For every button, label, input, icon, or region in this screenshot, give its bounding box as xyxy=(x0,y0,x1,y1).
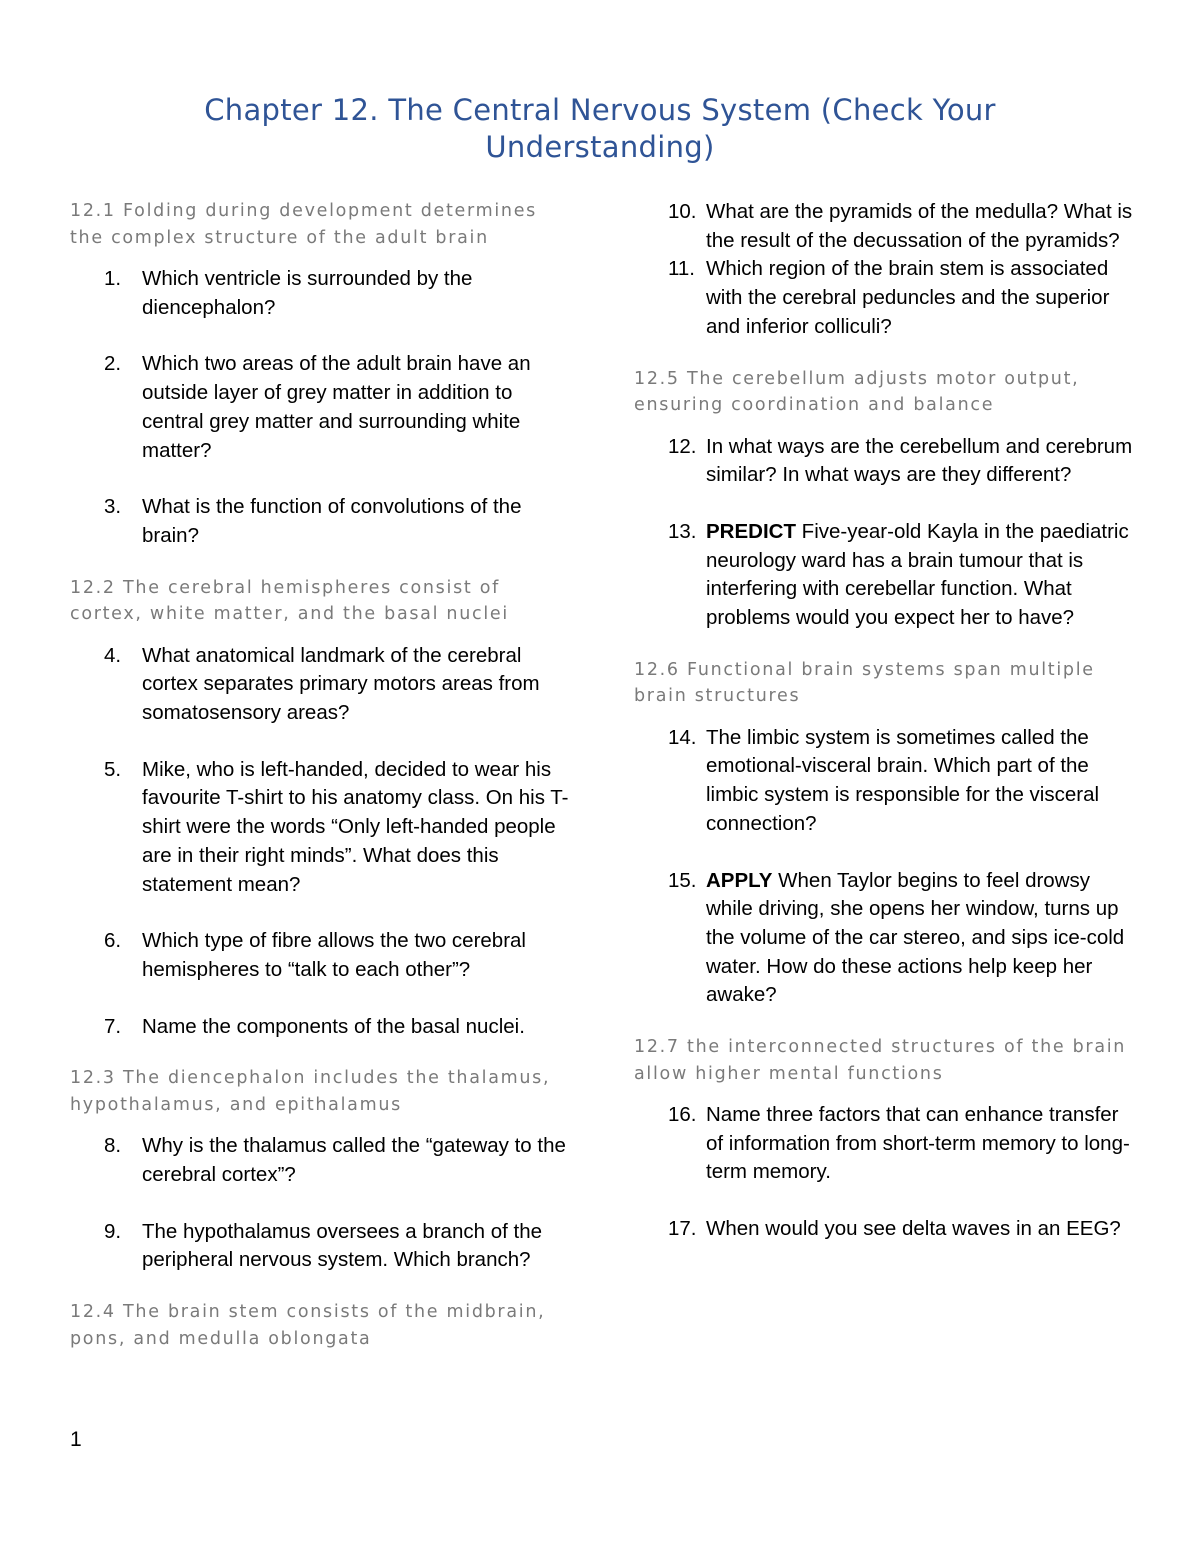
page-number: 1 xyxy=(70,1428,82,1451)
section-heading-12-6: 12.6 Functional brain systems span multiple brain structures xyxy=(634,659,1095,707)
question-5: 5. Mike, who is left-handed, decided to wear his favourite T-shirt to his anatomy class. On his T-shirt were the words “Only left-handed people are in their right minds”. What does this statement mean? xyxy=(104,757,569,896)
question-10: 10. What are the pyramids of the medulla? What is the result of the decussation of the pyramids? xyxy=(668,200,1133,252)
section-heading-12-5: 12.5 The cerebellum adjusts motor output, ensuring coordination and balance xyxy=(634,368,1080,416)
question-12: 12. In what ways are the cerebellum and cerebrum similar? In what ways are they different? xyxy=(668,434,1133,487)
question-17: 17. When would you see delta waves in an EEG? xyxy=(668,1217,1121,1241)
question-1: 1. Which ventricle is surrounded by the diencephalon? xyxy=(104,267,473,319)
section-heading-12-1: 12.1 Folding during development determines the complex structure of the adult brain xyxy=(70,201,537,248)
question-4: 4. What anatomical landmark of the cerebral cortex separates primary motors areas from somatosensory areas? xyxy=(104,643,540,725)
question-9: 9. The hypothalamus oversees a branch of the peripheral nervous system. Which branch? xyxy=(104,1219,542,1272)
page-title: Chapter 12. The Central Nervous System (Check Your Understanding) xyxy=(204,93,996,164)
question-3: 3. What is the function of convolutions of the brain? xyxy=(104,495,522,547)
question-16: 16. Name three factors that can enhance transfer of information from short-term memory to long-term memory. xyxy=(668,1103,1130,1184)
section-heading-12-2: 12.2 The cerebral hemispheres consist of cortex, white matter, and the basal nuclei xyxy=(70,577,509,625)
left-column xyxy=(70,198,570,1366)
question-14: 14. The limbic system is sometimes called the emotional-visceral brain. Which part of the limbic system is responsible for the visceral connection? xyxy=(668,725,1100,835)
question-6: 6. Which type of fibre allows the two cerebral hemispheres to “talk to each other”? xyxy=(104,929,526,981)
question-2: 2. Which two areas of the adult brain have an outside layer of grey matter in addition to central grey matter and surrounding white matter? xyxy=(104,352,531,462)
question-13: 13. PREDICT Five-year-old Kayla in the paediatric neurology ward has a brain tumour that is interfering with cerebellar function. What problems would you expect her to have? xyxy=(668,519,1129,630)
right-column xyxy=(634,198,1134,1272)
section-heading-12-4: 12.4 The brain stem consists of the midbrain, pons, and medulla oblongata xyxy=(70,1302,546,1349)
section-heading-12-7: 12.7 the interconnected structures of the brain allow higher mental functions xyxy=(634,1037,1127,1084)
question-11: 11. Which region of the brain stem is associated with the cerebral peduncles and the superior and inferior colliculi? xyxy=(668,257,1110,338)
section-heading-12-3: 12.3 The diencephalon includes the thalamus, hypothalamus, and epithalamus xyxy=(70,1068,551,1115)
predict-label: PREDICT xyxy=(706,519,796,543)
apply-label: APPLY xyxy=(706,868,773,892)
question-15: 15. APPLY When Taylor begins to feel drowsy while driving, she opens her window, turns up the volume of the car stereo, and sips ice-cold water. How do these actions help keep her awake? xyxy=(668,868,1125,1007)
question-7: 7. Name the components of the basal nuclei. xyxy=(104,1014,525,1038)
question-8: 8. Why is the thalamus called the “gateway to the cerebral cortex”? xyxy=(104,1134,566,1187)
